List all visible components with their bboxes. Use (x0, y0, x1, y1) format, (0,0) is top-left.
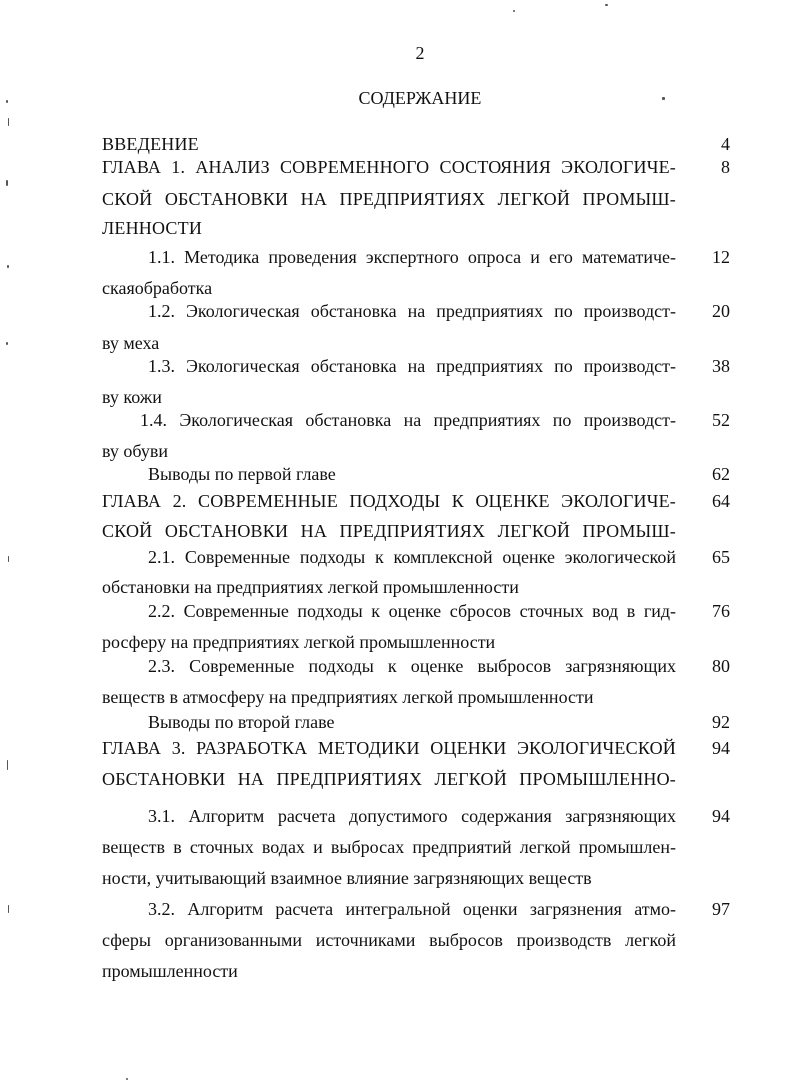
scan-speck (6, 180, 8, 186)
toc-entry-3-2-line1: 3.2. Алгоритм расчета интегральной оценки загрязнения атмо- (148, 899, 676, 919)
toc-entry-3-2-line3: промышленности (102, 961, 238, 981)
scan-speck (7, 760, 8, 770)
toc-page-conclusions-1: 62 (712, 464, 730, 484)
toc-entry-chapter1-line1: ГЛАВА 1. АНАЛИЗ СОВРЕМЕННОГО СОСТОЯНИЯ ЭКОЛОГИЧЕ- (102, 157, 676, 177)
scan-speck (126, 1078, 128, 1080)
scan-speck (513, 10, 515, 12)
toc-page-2-3: 80 (712, 656, 730, 676)
toc-entry-chapter1-line3: ЛЕННОСТИ (102, 218, 203, 238)
toc-entry-2-1-line2: обстановки на предприятиях легкой промышленности (102, 577, 519, 597)
scan-speck (8, 118, 9, 126)
toc-page-chapter3: 94 (712, 738, 730, 758)
toc-page-3-2: 97 (712, 899, 730, 919)
toc-entry-chapter2-line2: СКОЙ ОБСТАНОВКИ НА ПРЕДПРИЯТИЯХ ЛЕГКОЙ ПРОМЫШ- (102, 521, 676, 541)
toc-page-1-2: 20 (712, 301, 730, 321)
scan-speck (605, 4, 608, 6)
scan-speck (8, 556, 9, 562)
scan-speck (8, 905, 9, 913)
page-title: СОДЕРЖАНИЕ (358, 88, 482, 108)
toc-page-conclusions-2: 92 (712, 712, 730, 732)
toc-page-chapter2: 64 (712, 491, 730, 511)
scan-speck (6, 342, 8, 345)
toc-entry-2-1-line1: 2.1. Современные подходы к комплексной оценке экологической (148, 547, 676, 567)
toc-entry-3-2-line2: сферы организованными источниками выбросов производств легкой (102, 930, 676, 950)
toc-page-chapter1: 8 (721, 157, 730, 177)
toc-entry-1-4-line2: ву обуви (102, 441, 168, 461)
toc-page-3-1: 94 (712, 806, 730, 826)
scan-speck (662, 97, 665, 100)
toc-entry-chapter3-line2: ОБСТАНОВКИ НА ПРЕДПРИЯТИЯХ ЛЕГКОЙ ПРОМЫШЛЕННО- (102, 769, 676, 789)
toc-entry-2-3-line1: 2.3. Современные подходы к оценке выбросов загрязняющих (148, 656, 676, 676)
toc-entry-3-1-line1: 3.1. Алгоритм расчета допустимого содержания загрязняющих (148, 806, 676, 826)
toc-page-2-1: 65 (712, 547, 730, 567)
toc-entry-2-3-line2: веществ в атмосферу на предприятиях легкой промышленности (102, 687, 594, 707)
toc-entry-3-1-line2: веществ в сточных водах и выбросах предприятий легкой промышлен- (102, 837, 676, 857)
toc-entry-1-4-line1: 1.4. Экологическая обстановка на предприятиях по производст- (140, 410, 676, 430)
toc-page-1-1: 12 (712, 247, 730, 267)
toc-entry-chapter2-line1: ГЛАВА 2. СОВРЕМЕННЫЕ ПОДХОДЫ К ОЦЕНКЕ ЭКОЛОГИЧЕ- (102, 491, 676, 511)
toc-entry-2-2-line2: росферу на предприятиях легкой промышленности (102, 632, 496, 652)
toc-entry-1-3-line1: 1.3. Экологическая обстановка на предприятиях по производст- (148, 356, 676, 376)
toc-entry-3-1-line3: ности, учитывающий взаимное влияние загрязняющих веществ (102, 868, 592, 888)
toc-entry-conclusions-1: Выводы по первой главе (148, 464, 336, 484)
toc-entry-chapter1-line2: СКОЙ ОБСТАНОВКИ НА ПРЕДПРИЯТИЯХ ЛЕГКОЙ ПРОМЫШ- (102, 189, 676, 209)
toc-entry-2-2-line1: 2.2. Современные подходы к оценке сбросов сточных вод в гид- (148, 601, 676, 621)
scan-speck (7, 265, 9, 268)
toc-page-1-3: 38 (712, 356, 730, 376)
toc-entry-1-1-line1: 1.1. Методика проведения экспертного опроса и его математиче- (148, 247, 676, 267)
toc-entry-1-3-line2: ву кожи (102, 387, 162, 407)
toc-entry-introduction: ВВЕДЕНИЕ (102, 134, 199, 154)
scan-speck (6, 100, 8, 103)
toc-entry-chapter3-line1: ГЛАВА 3. РАЗРАБОТКА МЕТОДИКИ ОЦЕНКИ ЭКОЛОГИЧЕСКОЙ (102, 738, 676, 758)
toc-page-introduction: 4 (721, 134, 730, 154)
toc-entry-conclusions-2: Выводы по второй главе (148, 712, 335, 732)
toc-page-2-2: 76 (712, 601, 730, 621)
toc-page-1-4: 52 (712, 410, 730, 430)
toc-entry-1-2-line1: 1.2. Экологическая обстановка на предприятиях по производст- (148, 301, 676, 321)
toc-entry-1-2-line2: ву меха (102, 333, 160, 353)
toc-entry-1-1-line2: скаяобработка (102, 278, 213, 298)
page-number: 2 (415, 43, 425, 63)
